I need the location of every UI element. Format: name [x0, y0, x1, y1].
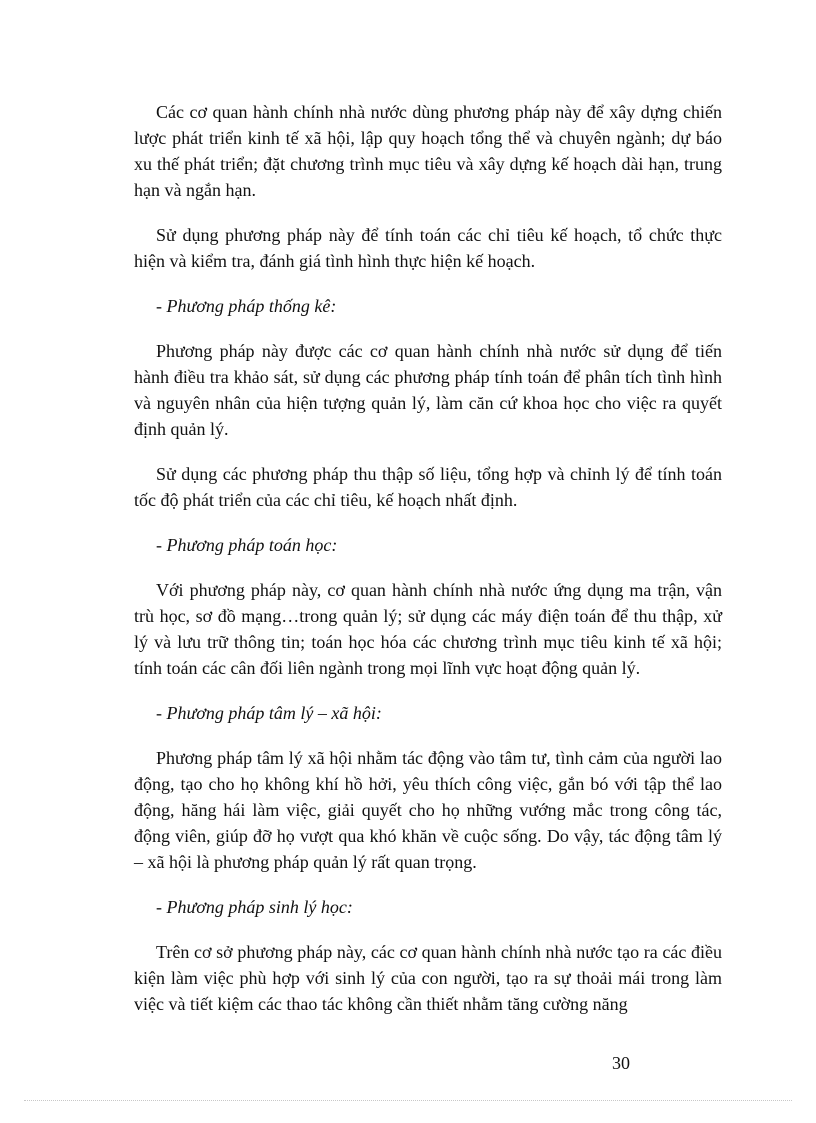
paragraph-planning-usage: Các cơ quan hành chính nhà nước dùng phương pháp này để xây dựng chiến lược phát triển kinh tế xã hội, lập quy hoạch tổng thể và chuyên ngành; dự báo xu thế phát triển; đặt chương trình mục tiêu và xây dựng kế hoạch dài hạn, trung hạn và ngắn hạn.	[134, 102, 722, 200]
page-number: 30	[612, 1053, 630, 1073]
paragraph-statistics-data: Sử dụng các phương pháp thu thập số liệu, tổng hợp và chỉnh lý để tính toán tốc độ phát triển của các chỉ tiêu, kế hoạch nhất định.	[134, 464, 722, 510]
paragraph-physiology-usage: Trên cơ sở phương pháp này, các cơ quan hành chính nhà nước tạo ra các điều kiện làm việc phù hợp với sinh lý của con người, tạo ra sự thoải mái trong làm việc và tiết kiệm các thao tác không cần thiết nhằm tăng cường năng	[134, 942, 722, 1014]
page-bottom-divider	[24, 1100, 792, 1101]
paragraph-psychosocial-usage: Phương pháp tâm lý xã hội nhằm tác động vào tâm tư, tình cảm của người lao động, tạo cho họ không khí hồ hởi, yêu thích công việc, gắn bó với tập thể lao động, hăng hái làm việc, giải quyết cho họ những vướng mắc trong công tác, động viên, giúp đỡ họ vượt qua khó khăn về cuộc sống. Do vậy, tác động tâm lý – xã hội là phương pháp quản lý rất quan trọng.	[134, 748, 722, 872]
heading-statistics-method: - Phương pháp thống kê:	[156, 296, 337, 316]
page-body	[134, 99, 722, 1036]
paragraph-math-usage: Với phương pháp này, cơ quan hành chính nhà nước ứng dụng ma trận, vận trù học, sơ đồ mạng…trong quản lý; sử dụng các máy điện toán để thu thập, xử lý và lưu trữ thông tin; toán học hóa các chương trình mục tiêu kinh tế xã hội; tính toán các cân đối liên ngành trong mọi lĩnh vực hoạt động quản lý.	[134, 580, 722, 678]
heading-psychosocial-method: - Phương pháp tâm lý – xã hội:	[156, 703, 382, 723]
heading-physiology-method: - Phương pháp sinh lý học:	[156, 897, 353, 917]
heading-math-method: - Phương pháp toán học:	[156, 535, 338, 555]
paragraph-statistics-usage: Phương pháp này được các cơ quan hành chính nhà nước sử dụng để tiến hành điều tra khảo sát, sử dụng các phương pháp tính toán để phân tích tình hình và nguyên nhân của hiện tượng quản lý, làm căn cứ khoa học cho việc ra quyết định quản lý.	[134, 341, 722, 439]
paragraph-plan-indicators: Sử dụng phương pháp này để tính toán các chỉ tiêu kế hoạch, tổ chức thực hiện và kiểm tra, đánh giá tình hình thực hiện kế hoạch.	[134, 225, 722, 271]
